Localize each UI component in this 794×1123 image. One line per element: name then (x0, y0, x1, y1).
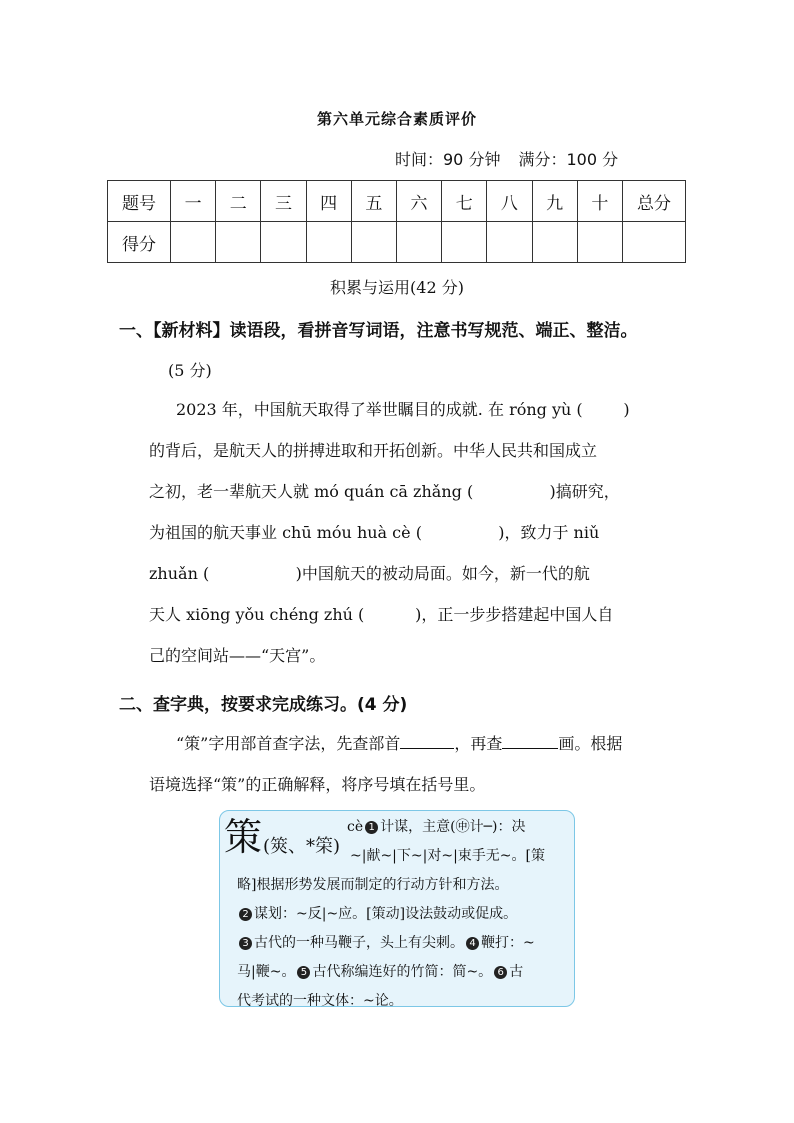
table-cell: 得分 (108, 222, 171, 263)
question-2-text: ，再查 (454, 734, 503, 753)
score-table-header-row (108, 181, 686, 222)
definition-line (237, 929, 567, 958)
sense-number-icon: 6 (494, 966, 507, 979)
passage-line: zhuǎn ( )中国航天的被动局面。如今，新一代的航 (149, 564, 590, 583)
definition-text: 计谋，主意(㊥计─)：决 (380, 819, 526, 835)
question-2-text: “策”字用部首查字法，先查部首 (176, 734, 401, 753)
sense-number-icon: 4 (466, 937, 479, 950)
passage-line: 的背后，是航天人的拼搏进取和开拓创新。中华人民共和国成立 (149, 441, 598, 460)
definition-line: 略]根据形势发展而制定的行动方针和方法。 (237, 877, 509, 893)
definition-text: 古代的一种马鞭子，头上有尖刺。 (254, 935, 464, 951)
score-input-cell[interactable] (577, 222, 622, 263)
passage-line: 2023 年，中国航天取得了举世瞩目的成就. 在 róng yù ( ) (176, 400, 630, 419)
question-2-line: 语境选择“策”的正确解释，将序号填在括号里。 (149, 775, 486, 794)
score-input-cell[interactable] (532, 222, 577, 263)
definition-line (237, 900, 567, 929)
score-input-cell[interactable] (487, 222, 532, 263)
sense-number-icon: 2 (239, 908, 252, 921)
score-input-cell[interactable] (623, 222, 686, 263)
passage-line: 天人 xiōng yǒu chéng zhú ( )，正一步步搭建起中国人自 (149, 605, 614, 624)
definition-line (237, 813, 567, 842)
sense-number-icon: 1 (365, 821, 378, 834)
full-score: 满分：100 分 (518, 150, 619, 169)
table-cell: 二 (216, 181, 261, 222)
question-1-passage (149, 389, 674, 676)
table-cell: 六 (396, 181, 441, 222)
question-1-heading: 一、【新材料】读语段，看拼音写词语，注意书写规范、端正、整洁。 (119, 321, 638, 341)
definition-line: ~|献~|下~|对~|束手无~。[策 (350, 848, 545, 864)
passage-line: 己的空间站——“天宫”。 (149, 646, 326, 665)
table-cell: 五 (351, 181, 396, 222)
definition-text: 鞭打：~ (481, 935, 535, 951)
definition-text: 古 (509, 964, 524, 980)
score-input-cell[interactable] (442, 222, 487, 263)
definition-text: 古代称编连好的竹简：简~。 (312, 964, 493, 980)
score-table-score-row (108, 222, 686, 263)
sense-number-icon: 3 (239, 937, 252, 950)
definition-line: 代考试的一种文体：~论。 (237, 993, 403, 1009)
score-input-cell[interactable] (396, 222, 441, 263)
dictionary-variants: (筴、*筞) (263, 836, 341, 857)
table-cell: 三 (261, 181, 306, 222)
definition-text: 马|鞭~。 (237, 964, 296, 980)
dictionary-definitions (237, 813, 567, 1016)
score-table (107, 180, 686, 263)
definition-text: 谋划：~反|~应。[策动]设法鼓动或促成。 (254, 906, 518, 922)
exam-meta (395, 147, 636, 170)
score-input-cell[interactable] (171, 222, 216, 263)
table-cell: 十 (577, 181, 622, 222)
radical-blank[interactable] (400, 734, 454, 749)
score-input-cell[interactable] (216, 222, 261, 263)
table-cell: 九 (532, 181, 577, 222)
sense-number-icon: 5 (297, 966, 310, 979)
question-1-score: (5 分) (168, 361, 212, 380)
table-cell: 四 (306, 181, 351, 222)
stroke-count-blank[interactable] (502, 734, 558, 749)
question-2-body (149, 723, 674, 805)
question-2-line (149, 723, 674, 764)
page-title: 第六单元综合素质评价 (316, 110, 477, 128)
score-input-cell[interactable] (261, 222, 306, 263)
dictionary-headword: 策 (224, 815, 263, 859)
question-2-heading: 二、查字典，按要求完成练习。(4 分) (119, 695, 408, 715)
score-input-cell[interactable] (351, 222, 396, 263)
dictionary-pinyin: cè (347, 819, 364, 835)
definition-line (237, 958, 567, 987)
table-cell: 七 (442, 181, 487, 222)
table-cell: 总分 (623, 181, 686, 222)
passage-line: 为祖国的航天事业 chū móu huà cè ( )，致力于 niǔ (149, 523, 600, 542)
question-2-text: 画。根据 (558, 734, 623, 753)
time-limit: 时间：90 分钟 (395, 150, 501, 169)
score-input-cell[interactable] (306, 222, 351, 263)
section-heading: 积累与运用(42 分) (330, 278, 464, 297)
table-cell: 八 (487, 181, 532, 222)
passage-line: 之初，老一辈航天人就 mó quán cā zhǎng ( )搞研究， (149, 482, 620, 501)
table-cell: 题号 (108, 181, 171, 222)
table-cell: 一 (171, 181, 216, 222)
